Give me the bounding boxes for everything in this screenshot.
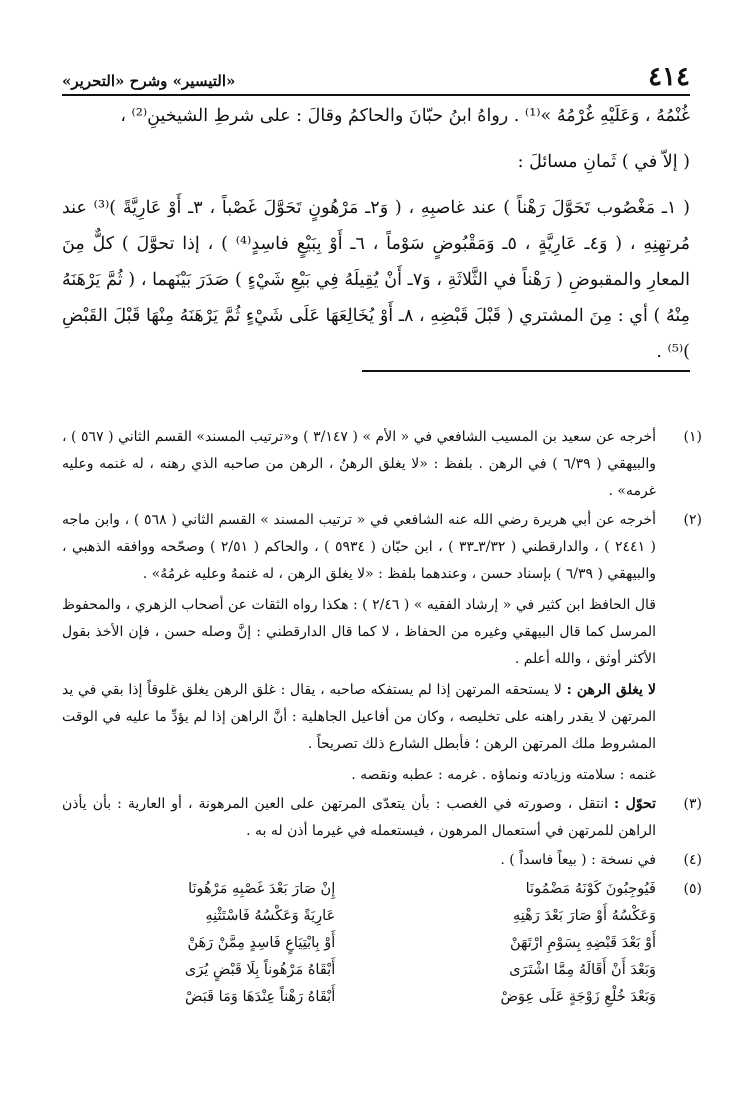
- verse-second-hemistich: إِنْ صَارَ بَعْدَ غَصْبِهِ مَرْهُونَا: [188, 881, 336, 897]
- poem-verse: [62, 984, 656, 1011]
- verse-first-hemistich: وَعَكْسُهُ أَوْ صَارَ بَعْدَ رَهْنِهِ: [512, 908, 656, 924]
- footnote-4: [62, 847, 702, 874]
- footnote-number: (١): [683, 429, 702, 445]
- poem-verse: [62, 903, 656, 930]
- term-label: تحوّل :: [614, 796, 656, 812]
- footnote-text: [62, 791, 656, 845]
- running-title: «التيسير» وشرح «التحرير»: [62, 72, 236, 90]
- term-text: لا يستحقه المرتهن إذا لم يستفكه صاحبه ، يقال : غلق الرهن يغلق غلوقاً إذا بقي في يد المرتهن لا يقدر راهنه على تخليصه ، وكان من أفاعيل الجاهلية : أنَّ الراهن إذا لم يؤدِّ ما عليه في الوقت المشروط ملك المرتهن الرهن ؛ فأبطل الشارع ذلك تصريحاً .: [62, 682, 656, 752]
- verse-first-hemistich: أَوْ بَعْدَ قَبْضِهِ بِسَوْمِ ارْتَهَنْ: [510, 935, 656, 951]
- verse-first-hemistich: وَبَعْدَ أَنْ أَقَالَهُ مِمَّا اشْتَرَى: [509, 962, 656, 978]
- footnote-number: (٥): [683, 881, 702, 897]
- footnote-1: [62, 424, 702, 505]
- footnote-3: [62, 791, 702, 845]
- footnotes: [62, 424, 702, 1011]
- verse-second-hemistich: أَبْقَاهُ مَرْهُوناً بِلَا قَبْضٍ يُرَى: [184, 962, 336, 978]
- poem-verses: [62, 876, 656, 1011]
- verse-second-hemistich: أَبْقَاهُ رَهْناً عِنْدَهَا وَمَا قَبَضْ: [184, 989, 336, 1005]
- footnote-divider: [362, 370, 690, 372]
- main-text: [62, 98, 690, 370]
- footnote-text: أخرجه عن أبي هريرة رضي الله عنه الشافعي في « ترتيب المسند » القسم الثاني ( ٥٦٨ ) ، وابن ماجه ( ٢٤٤١ ) ، والدارقطني ( ٣/٣٢ـ٣٣ ) ، ابن حبّان ( ٥٩٣٤ ) ، والحاكم ( ٢/٥١ ) وصحّحه ووافقه الذهبي ، والبيهقي ( ٦/٣٩ ) بإسناد حسن ، وعندهما بلفظ : «لا يغلق الرهن ، له غنمهُ وعليه غرمُهُ» .: [62, 512, 656, 582]
- footnote-number: (٤): [683, 852, 702, 868]
- footnote-text: أخرجه عن سعيد بن المسيب الشافعي في « الأم » ( ٣/١٤٧ ) و«ترتيب المسند» القسم الثاني ( ٥٦٧ ) ، والبيهقي ( ٦/٣٩ ) في الرهن . بلفظ : «لا يغلق الرهنُ ، الرهن من صاحبه الذي رهنه ، له غنمه وعليه غرمه» .: [62, 429, 656, 499]
- footnote-gloss: [62, 677, 656, 758]
- verse-first-hemistich: وَبَعْدَ خُلْعِ زَوْجَةٍ عَلَى عِوَضْ: [500, 989, 656, 1005]
- footnote-text: في نسخة : ( بيعاً فاسداً ) .: [500, 852, 656, 868]
- page-header: [62, 56, 690, 96]
- poem-verse: [62, 930, 656, 957]
- poem-verse: [62, 876, 656, 903]
- term-text: انتقل ، وصورته في الغصب : بأن يتعدّى المرتهن على العين المرهونة ، أو العارية : بأن يأذن الراهن للمرتهن في أستعمال المرهون ، فيستعمله في غيرما أذن له به .: [62, 796, 656, 839]
- verse-second-hemistich: أَوْ بِابْتِيَاعٍ فَاسِدٍ مِمَّنْ رَهَنْ: [187, 935, 336, 951]
- verse-first-hemistich: فَيُوجِبُونَ كَوْنَهُ مَضْمُونَا: [525, 881, 656, 897]
- text-line-1: غُنْمُهُ ، وَعَلَيْهِ غُرْمُهُ »⁽¹⁾ . رواهُ ابنُ حبّانَ والحاكمُ وقالَ : على شرطِ الشيخينِ⁽²⁾ ،: [120, 106, 690, 126]
- footnote-number: (٢): [683, 512, 702, 528]
- footnote-number: (٣): [683, 796, 702, 812]
- footnote-5-poem: [62, 876, 702, 1011]
- text-line-2: ( إلاّ في ) ثَمانِ مسائلَ :: [517, 152, 690, 172]
- poem-verse: [62, 957, 656, 984]
- footnote-gloss: غنمه : سلامته وزيادته ونماؤه . غرمه : عطبه ونقصه .: [351, 767, 656, 783]
- term-label: لا يغلق الرهن :: [566, 682, 657, 698]
- page-number: ٤١٤: [648, 62, 690, 92]
- issues-list-paragraph: ( ١ـ مَغْصُوب تَحَوَّلَ رَهْناً ) عند غاصبِهِ ، ( وَ٢ـ مَرْهُونٍ تَحَوَّلَ غَصْباً ، ٣ـ أَوْ عَارِيَّةً )⁽³⁾ عند مُرتهِنِهِ ، ( وَ٤ـ عَارِيَّةٍ ، ٥ـ وَمَقْبُوضٍ سَوْماً ، ٦ـ أَوْ بِبَيْعٍ فاسِدٍ⁽⁴⁾ ) ، إذا تحوَّلَ ) كلٌّ مِنَ المعارِ والمقبوضِ ( رَهْناً في الثَّلاثَةِ ، وَ٧ـ أَنْ يُقِيلَهُ فِي بَيْعِ شَيْءٍ ) صَدَرَ بَيْنَهما ، ( ثُمَّ يَرْهَنَهُ مِنْهُ ) أي : مِنَ المشتري ( قَبْلَ قَبْضِهِ ، ٨ـ أَوْ يُخَالِعَهَا عَلَى شَيْءٍ ثُمَّ يَرْهَنَهُ مِنْهَا قَبْلَ القَبْضِ )⁽⁵⁾ .: [62, 198, 691, 362]
- footnote-2: [62, 507, 702, 789]
- footnote-text: قال الحافظ ابن كثير في « إرشاد الفقيه » ( ٢/٤٦ ) : هكذا رواه الثقات عن أصحاب الزهري ، والمحفوظ المرسل كما قال البيهقي وغيره من الحفاظ ، لا كما قال الدارقطني : إنَّ وصله حسن ، فإن الأخذ بقول الأكثر أوثق ، والله أعلم .: [62, 597, 656, 667]
- verse-second-hemistich: عَارِيَةً وَعَكْسُهُ فَاسْتَثْنِهِ: [205, 908, 336, 924]
